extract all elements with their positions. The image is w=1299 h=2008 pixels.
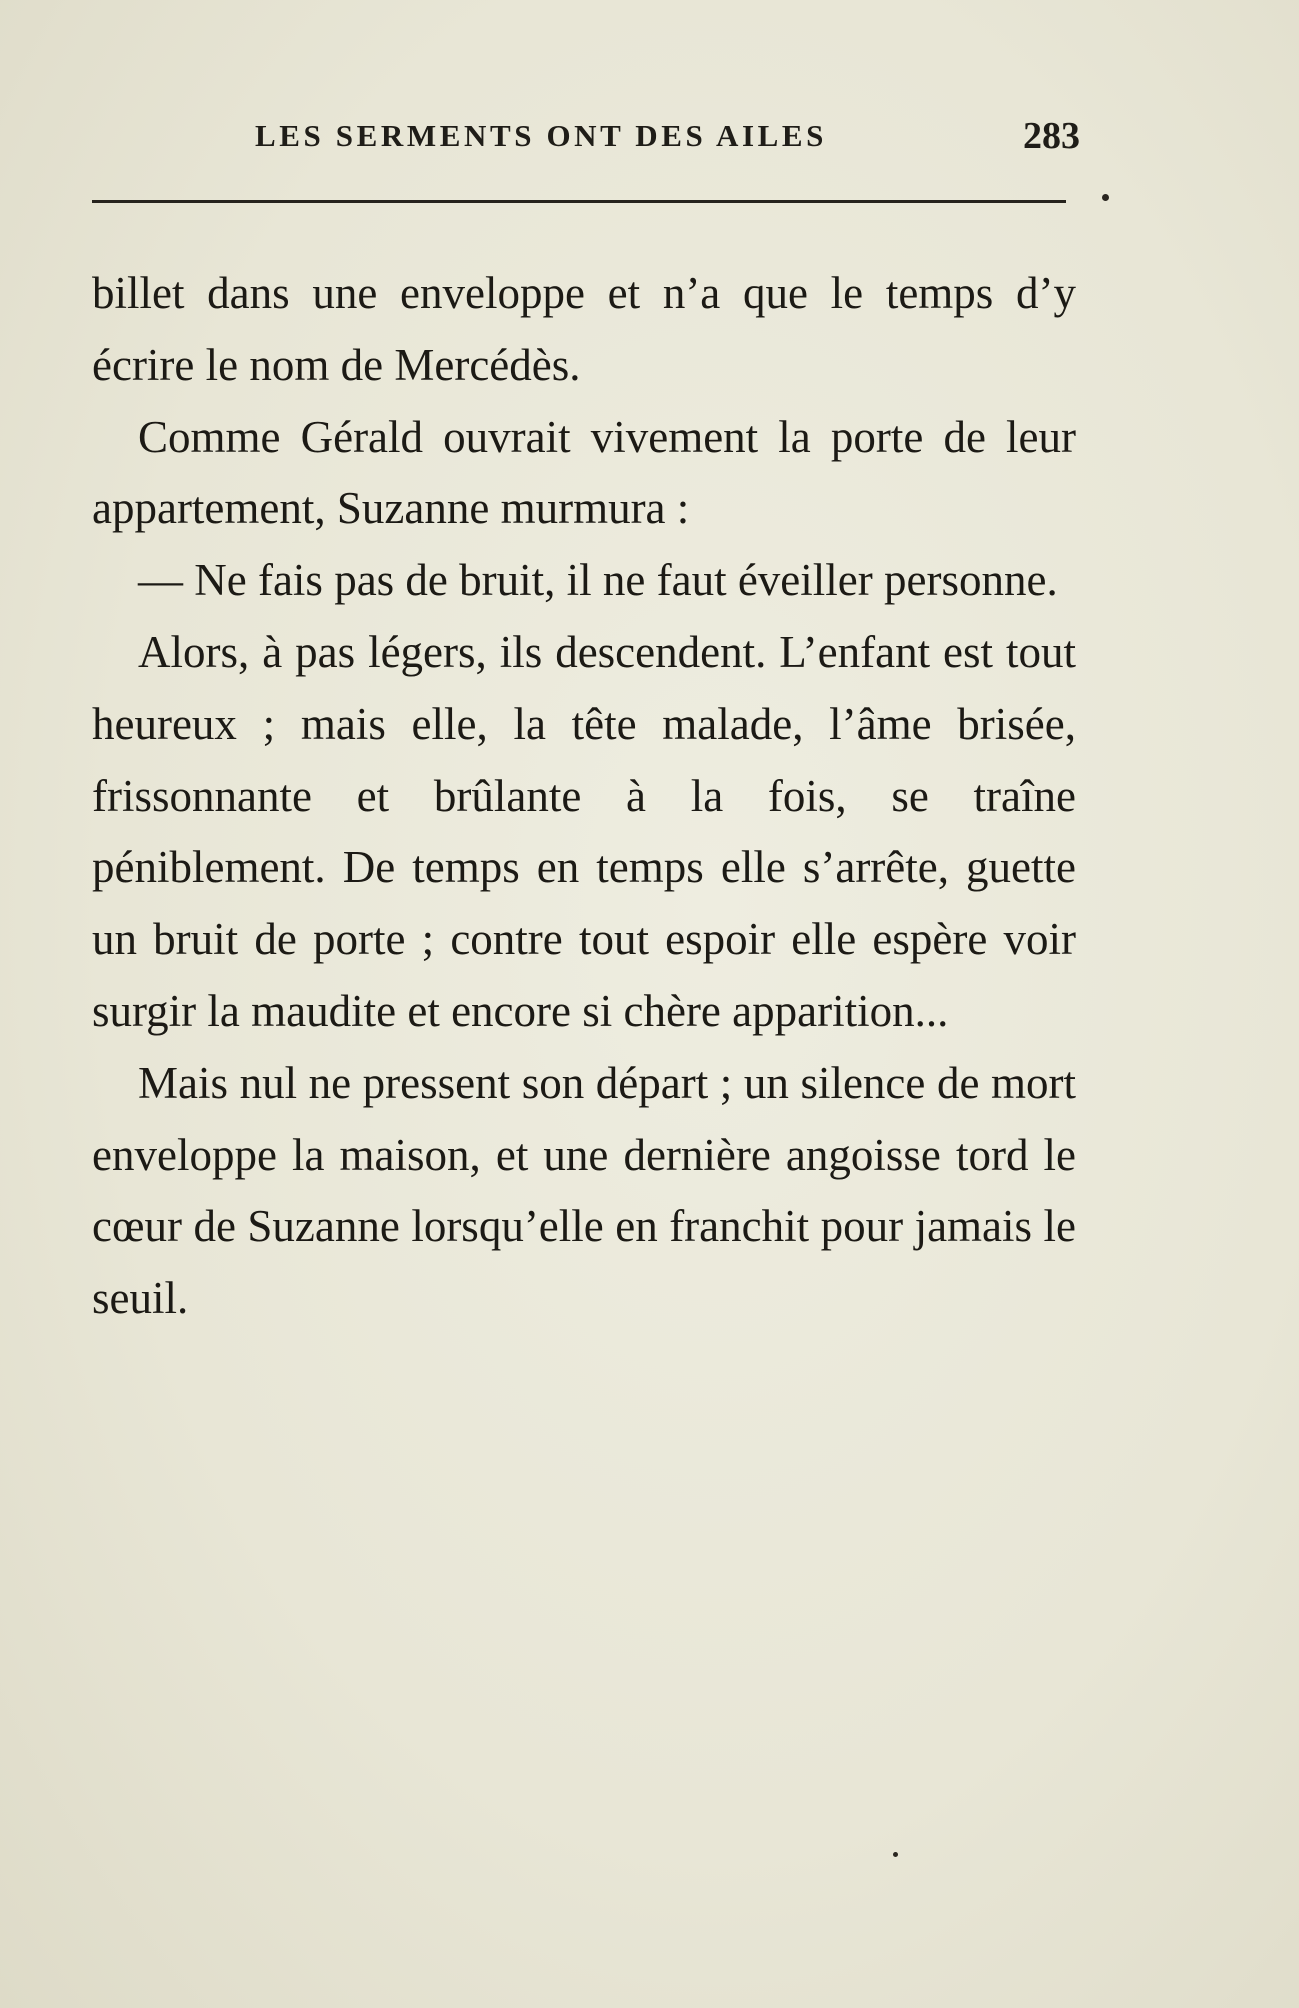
running-title: LES SERMENTS ONT DES AILES: [255, 118, 827, 153]
paragraph: billet dans une enveloppe et n’a que le temps d’y écrire le nom de Mercédès.: [92, 268, 1076, 390]
paragraph: Comme Gérald ouvrait vivement la porte de leur appartement, Suzanne murmura :: [92, 411, 1076, 534]
page-number: 283: [1023, 115, 1080, 157]
body-text: [92, 258, 1076, 1335]
paragraph: — Ne fais pas de bruit, il ne faut éveiller personne.: [138, 555, 1058, 606]
header-rule: [92, 200, 1066, 203]
ink-speck: [893, 1852, 898, 1857]
running-head: [255, 115, 1080, 162]
paragraph: Alors, à pas légers, ils descendent. L’enfant est tout heureux ; mais elle, la tête malade, l’âme brisée, frissonnante et brûlante à la fois, se traîne péniblement. De temps en temps elle s’arrête, guette un bruit de porte ; contre tout espoir elle espère voir surgir la maudite et encore si chère apparition...: [92, 626, 1076, 1036]
ink-speck: [1102, 194, 1109, 201]
paragraph: Mais nul ne pressent son départ ; un silence de mort enveloppe la maison, et une dernière angoisse tord le cœur de Suzanne lorsqu’elle en franchit pour jamais le seuil.: [92, 1057, 1076, 1324]
